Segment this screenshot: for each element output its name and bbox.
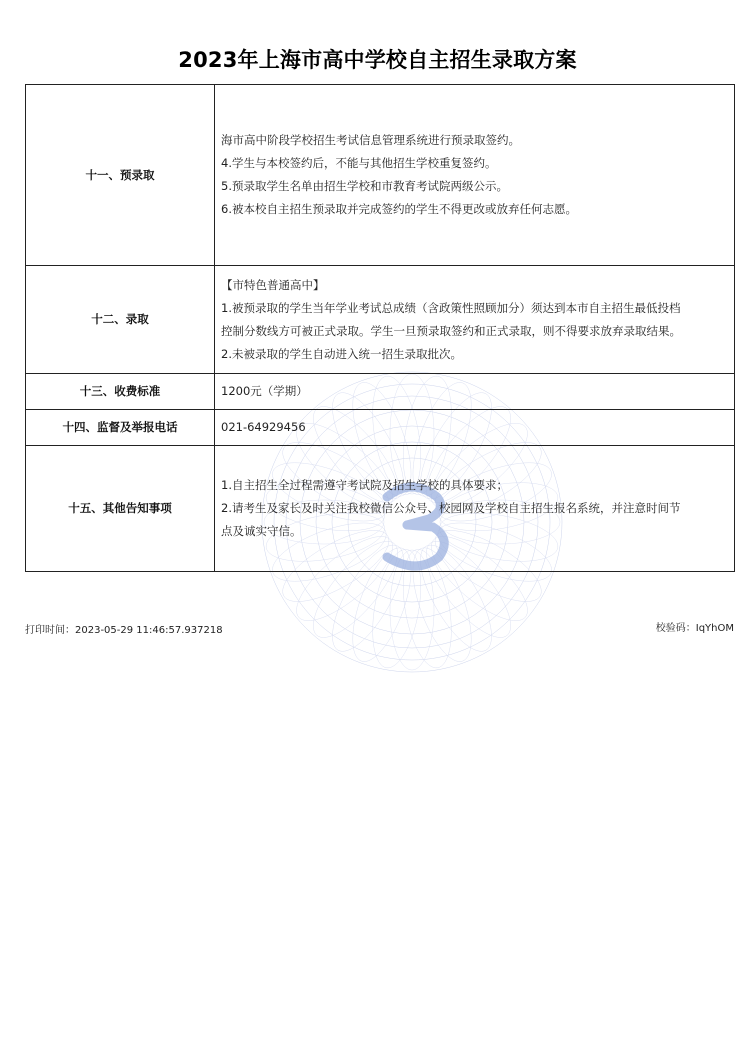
content-line: 021-64929456 (221, 420, 306, 434)
table-row (26, 410, 735, 446)
content-line: 海市高中阶段学校招生考试信息管理系统进行预录取签约。 (221, 133, 520, 147)
row-label-admission: 十二、录取 (26, 266, 215, 374)
row-label-other-notices: 十五、其他告知事项 (26, 446, 215, 572)
content-line: 4.学生与本校签约后，不能与其他招生学校重复签约。 (221, 156, 497, 170)
row-content-pre-admission (215, 85, 735, 266)
content-line: 1.自主招生全过程需遵守考试院及招生学校的具体要求； (221, 478, 508, 492)
table-row (26, 85, 735, 266)
row-content-fees (215, 374, 735, 410)
content-line: 2.请考生及家长及时关注我校微信公众号、校园网及学校自主招生报名系统，并注意时间节 (221, 501, 681, 515)
content-line: 【市特色普通高中】 (221, 277, 325, 292)
content-line: 1.被预录取的学生当年学业考试总成绩（含政策性照顾加分）须达到本市自主招生最低投档 (221, 300, 681, 315)
page-title: 2023年上海市高中学校自主招生录取方案 (178, 48, 577, 72)
content-line: 5.预录取学生名单由招生学校和市教育考试院两级公示。 (221, 179, 508, 193)
row-label-pre-admission: 十一、预录取 (26, 85, 215, 266)
row-content-admission (215, 266, 735, 374)
content-line: 2.未被录取的学生自动进入统一招生录取批次。 (221, 346, 462, 361)
verification-code: 校验码：IqYhOM (655, 623, 734, 634)
content-line: 点及诚实守信。 (221, 524, 302, 538)
content-line: 控制分数线方可被正式录取。学生一旦预录取签约和正式录取，则不得要求放弃录取结果。 (221, 323, 681, 338)
admission-plan-table (25, 84, 735, 572)
table-row (26, 446, 735, 572)
content-line: 1200元（学期） (221, 384, 308, 398)
content-line: 6.被本校自主招生预录取并完成签约的学生不得更改或放弃任何志愿。 (221, 202, 577, 216)
row-content-other-notices (215, 446, 735, 572)
row-label-fees: 十三、收费标准 (26, 374, 215, 410)
table-row (26, 374, 735, 410)
row-content-hotline (215, 410, 735, 446)
row-label-hotline: 十四、监督及举报电话 (26, 410, 215, 446)
table-row (26, 266, 735, 374)
print-time: 打印时间：2023-05-29 11:46:57.937218 (25, 625, 223, 636)
